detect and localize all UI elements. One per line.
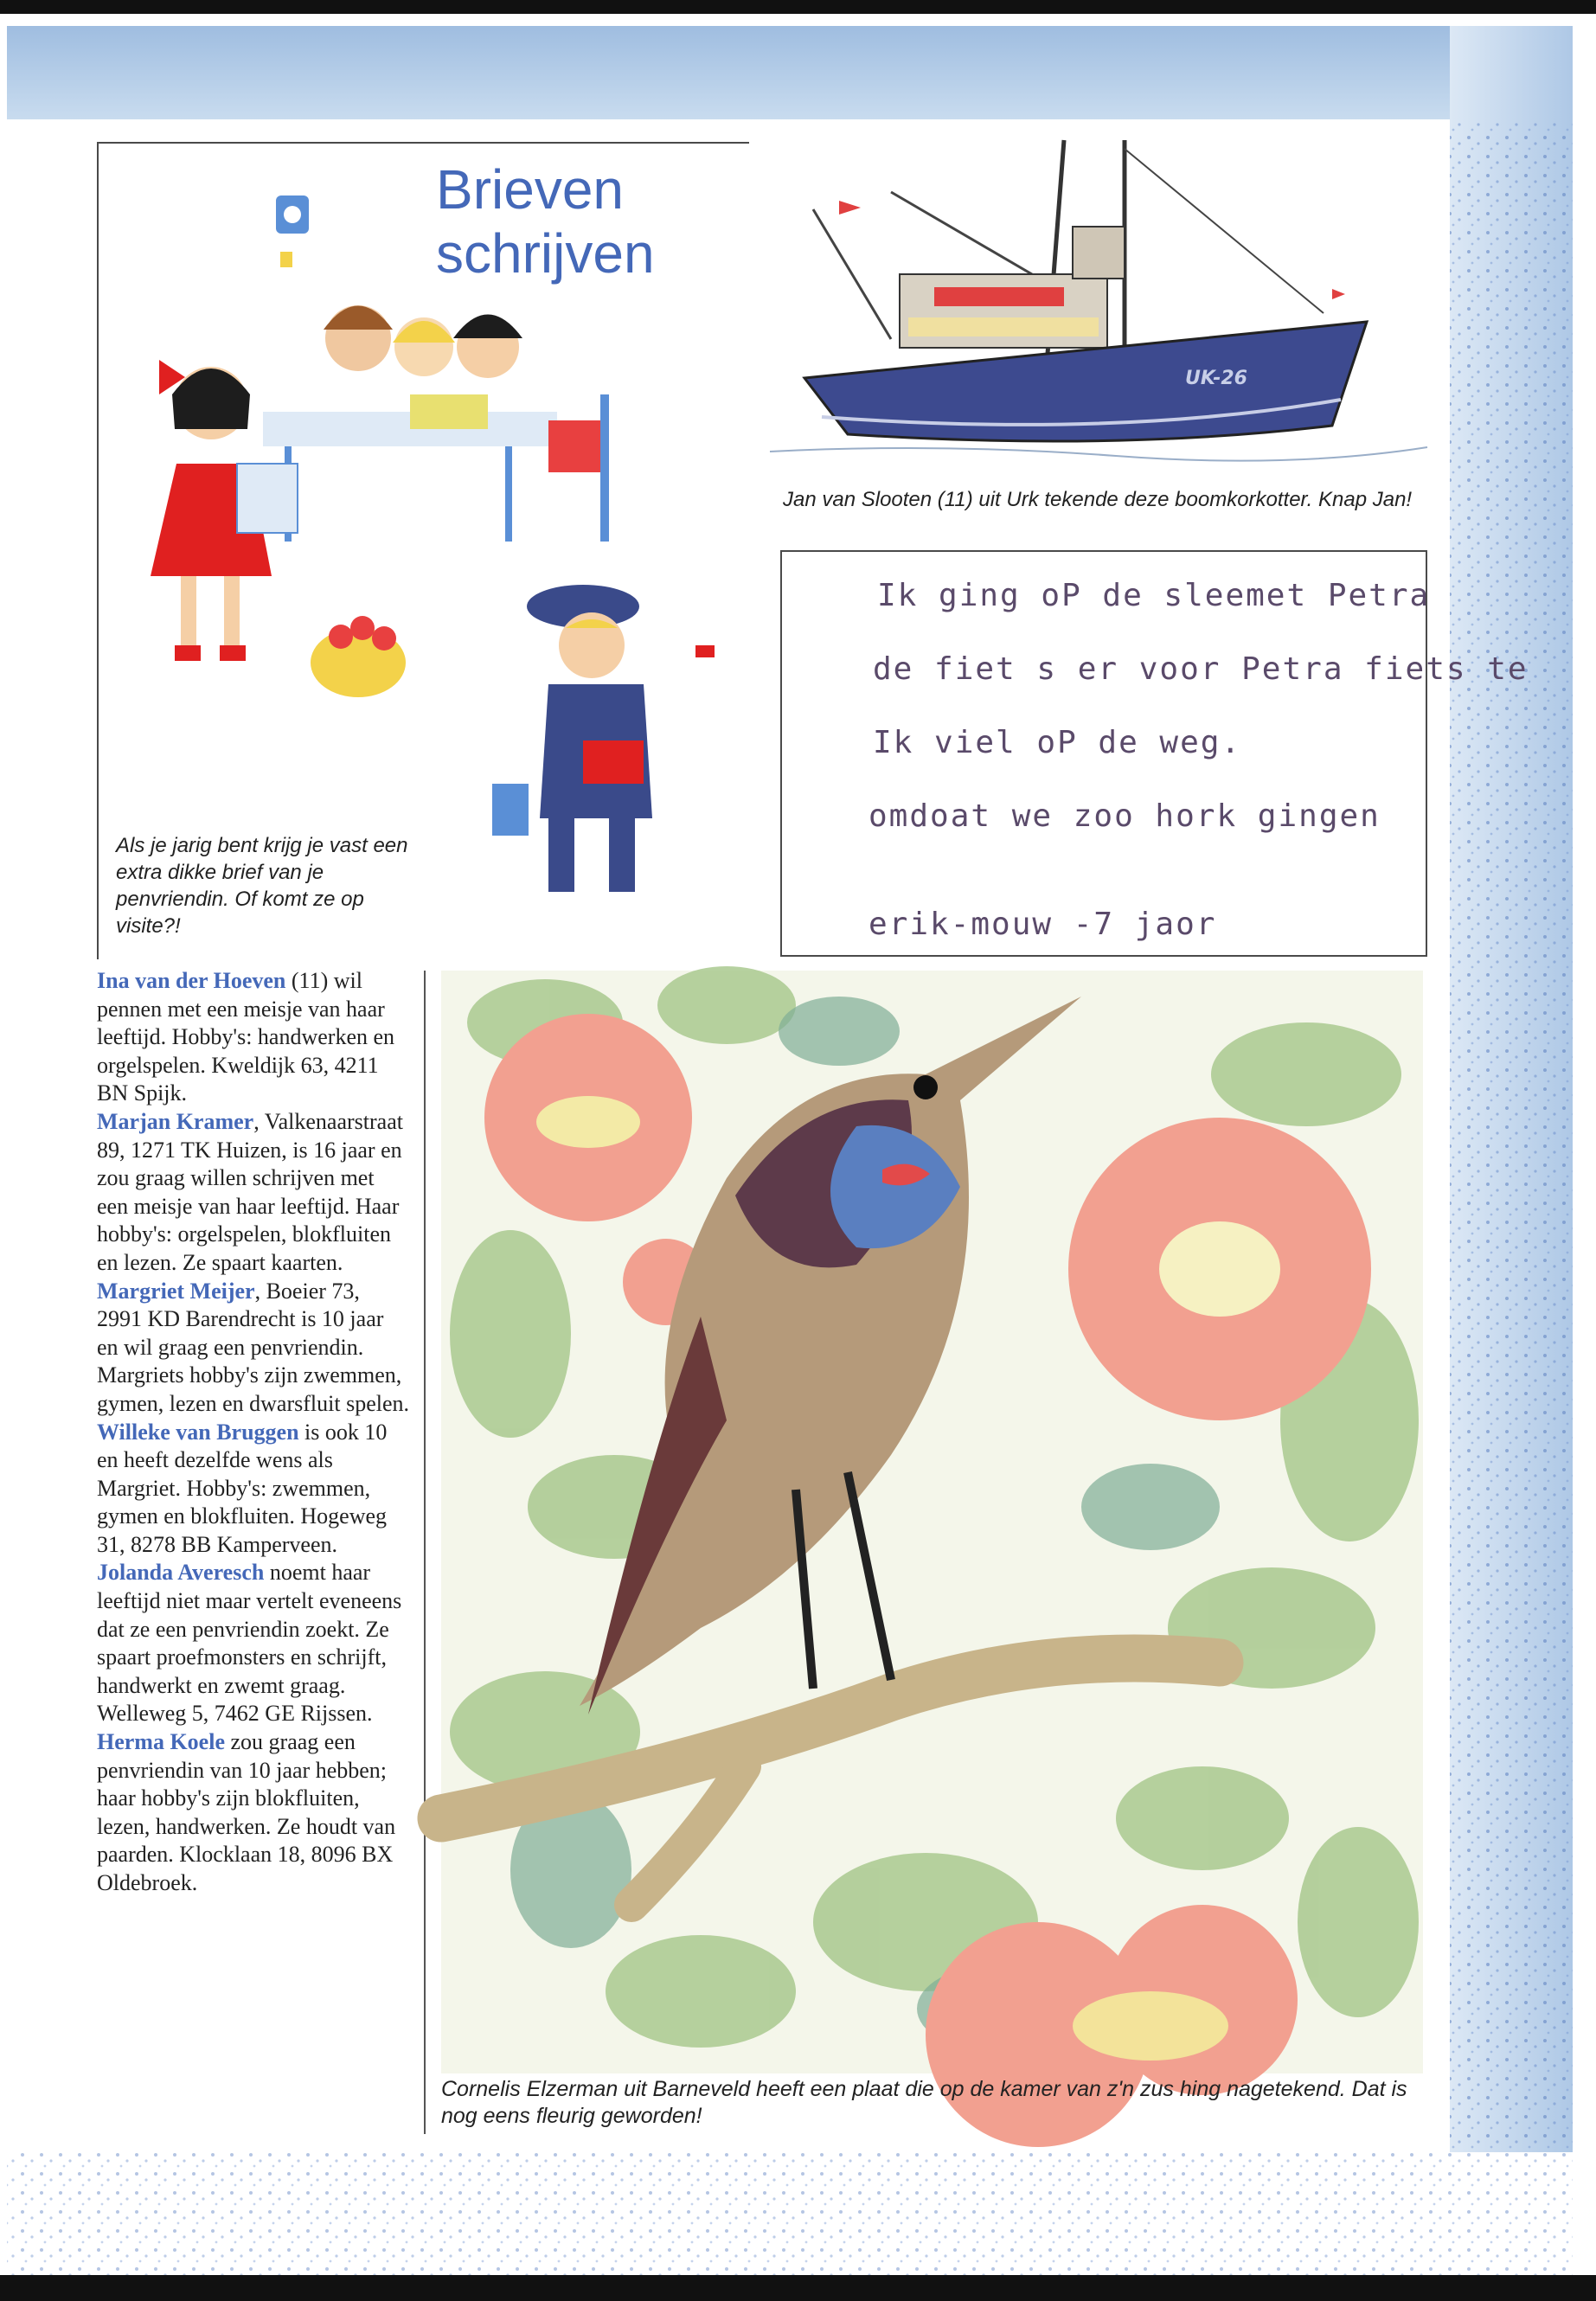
penpal-text: , Boeier 73, 2991 KD Barendrecht is 10 jaar en wil graag een penvriendin. Margriets hobby's zijn zwemmen, gymen, lezen en dwarsfluit spelen. [97, 1278, 409, 1416]
letter-line: Ik ging oP de sleemet Petra [877, 578, 1431, 613]
penpal-entry [97, 1728, 410, 1898]
penpal-column [97, 967, 410, 1898]
penpal-name: Herma Koele [97, 1729, 225, 1755]
penpal-name: Willeke van Bruggen [97, 1419, 299, 1445]
penpal-entry [97, 1108, 410, 1278]
ship-hull-mark: UK-26 [1185, 368, 1247, 389]
letter-line: de fiet s er voor Petra fiets te [873, 651, 1529, 687]
illustration-panel [97, 142, 749, 959]
section-title-line2: schrijven [436, 222, 655, 285]
penpal-entry [97, 1419, 410, 1560]
letter-line: omdoat we zoo hork gingen [869, 798, 1381, 834]
handwritten-letter [780, 550, 1529, 957]
penpal-entry [97, 1559, 410, 1728]
penpal-text: zou graag een penvriendin van 10 jaar hebben; haar hobby's zijn blokfluiten, lezen, handwerken. Ze houdt van paarden. Klocklaan 18, 8096 BX Oldebroek. [97, 1729, 396, 1895]
ship-caption: Jan van Slooten (11) uit Urk tekende deze boomkorkotter. Knap Jan! [783, 488, 1413, 511]
penpal-name: Ina van der Hoeven [97, 968, 286, 993]
column-divider [424, 971, 426, 2134]
bird-caption: Cornelis Elzerman uit Barneveld heeft een plaat die op de kamer van z'n zus hing nagetekend. Dat is nog eens fleurig geworden! [441, 2077, 1407, 2128]
penpal-text: is ook 10 en heeft dezelfde wens als Margriet. Hobby's: zwemmen, gymen en blokfluiten. Hogeweg 31, 8278 BB Kamperveen. [97, 1419, 388, 1557]
penpal-name: Marjan Kramer [97, 1108, 254, 1134]
bird-drawing [441, 971, 1423, 2073]
penpal-text: , Valkenaarstraat 89, 1271 TK Huizen, is 16 jaar en zou graag willen schrijven met een meisje van haar leeftijd. Haar hobby's: orgelspelen, blokfluiten en lezen. Ze spaart kaarten. [97, 1108, 403, 1275]
penpal-text: (11) wil pennen met een meisje van haar leeftijd. Hobby's: handwerken en orgelspelen. Kweldijk 63, 4211 BN Spijk. [97, 968, 395, 1106]
letter-line: Ik viel oP de weg. [873, 725, 1242, 760]
illustration-caption: Als je jarig bent krijg je vast een extra dikke brief van je penvriendin. Of komt ze op visite?! [116, 834, 408, 938]
penpal-entry [97, 967, 410, 1108]
penpal-entry [97, 1278, 410, 1419]
ship-drawing [770, 140, 1427, 486]
penpal-name: Margriet Meijer [97, 1278, 255, 1304]
letter-signature: erik-mouw -7 jaor [869, 907, 1217, 942]
penpal-name: Jolanda Averesch [97, 1560, 265, 1586]
section-title-line1: Brieven [436, 158, 624, 221]
penpal-text: noemt haar leeftijd niet maar vertelt eveneens dat ze een penvriendin zoekt. Ze spaart proefmonsters en schrijft, handwerkt en zwemt graag. Welleweg 5, 7462 GE Rijssen. [97, 1560, 402, 1727]
